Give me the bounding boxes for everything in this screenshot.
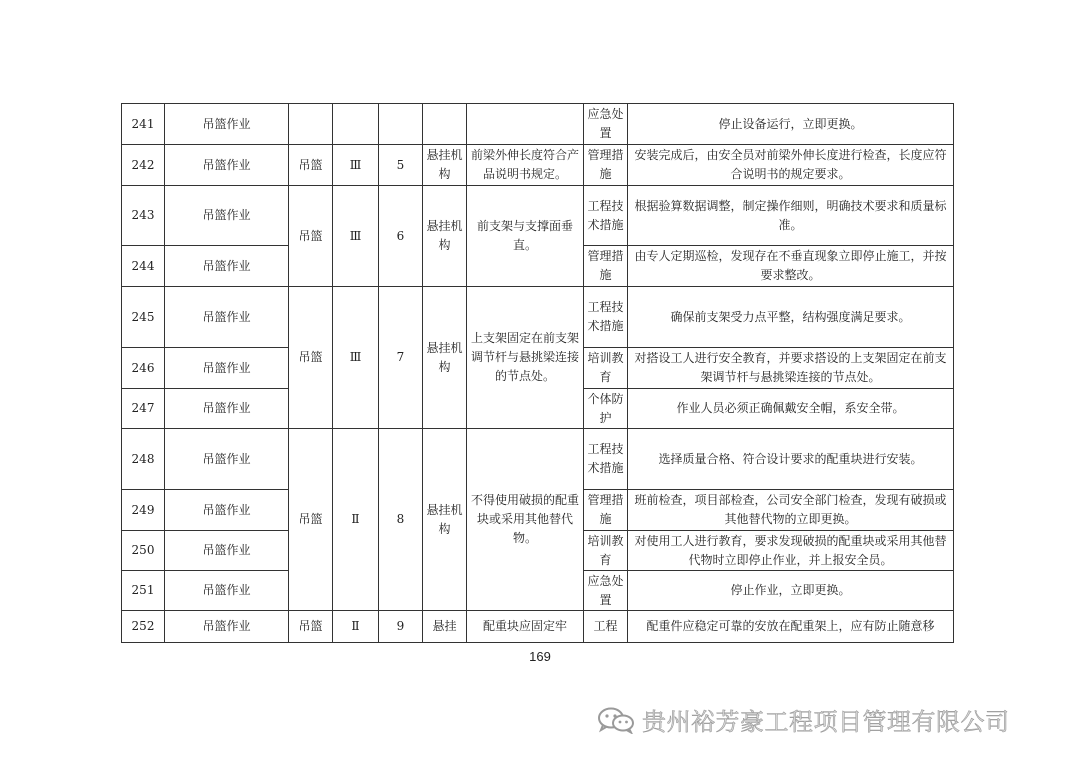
equipment-cell: 吊篮 bbox=[289, 611, 333, 643]
row-number: 246 bbox=[122, 348, 165, 389]
part-cell: 悬挂机构 bbox=[423, 287, 467, 429]
row-number: 247 bbox=[122, 389, 165, 429]
row-number: 248 bbox=[122, 429, 165, 490]
measure-cell: 停止作业，立即更换。 bbox=[628, 571, 954, 611]
measure-type-cell: 应急处置 bbox=[584, 571, 628, 611]
part-cell bbox=[423, 104, 467, 145]
measure-cell: 作业人员必须正确佩戴安全帽，系安全带。 bbox=[628, 389, 954, 429]
table-row bbox=[122, 611, 954, 643]
table-row bbox=[122, 429, 954, 490]
row-number: 251 bbox=[122, 571, 165, 611]
table-row bbox=[122, 186, 954, 246]
measure-type-cell: 应急处置 bbox=[584, 104, 628, 145]
measure-type-cell: 个体防护 bbox=[584, 389, 628, 429]
row-number: 249 bbox=[122, 490, 165, 531]
row-number: 252 bbox=[122, 611, 165, 643]
table-row bbox=[122, 287, 954, 348]
index-cell: 5 bbox=[379, 145, 423, 186]
measure-cell: 对搭设工人进行安全教育，并要求搭设的上支架固定在前支架调节杆与悬挑梁连接的节点处。 bbox=[628, 348, 954, 389]
measure-type-cell: 工程技术措施 bbox=[584, 186, 628, 246]
row-number: 242 bbox=[122, 145, 165, 186]
level-cell: Ⅲ bbox=[333, 287, 379, 429]
part-cell: 悬挂 bbox=[423, 611, 467, 643]
measure-cell: 班前检查，项目部检查，公司安全部门检查，发现有破损或其他替代物的立即更换。 bbox=[628, 490, 954, 531]
hazard-cell: 不得使用破损的配重块或采用其他替代物。 bbox=[467, 429, 584, 611]
measure-type-cell: 培训教育 bbox=[584, 531, 628, 571]
level-cell: Ⅱ bbox=[333, 429, 379, 611]
index-cell bbox=[379, 104, 423, 145]
measure-type-cell: 培训教育 bbox=[584, 348, 628, 389]
work-type-cell: 吊篮作业 bbox=[165, 429, 289, 490]
wechat-icon bbox=[596, 706, 636, 734]
watermark bbox=[596, 702, 1010, 737]
measure-cell: 安装完成后，由安全员对前梁外伸长度进行检查，长度应符合说明书的规定要求。 bbox=[628, 145, 954, 186]
equipment-cell: 吊篮 bbox=[289, 145, 333, 186]
hazard-cell: 上支架固定在前支架调节杆与悬挑梁连接的节点处。 bbox=[467, 287, 584, 429]
measure-type-cell: 工程技术措施 bbox=[584, 429, 628, 490]
row-number: 245 bbox=[122, 287, 165, 348]
row-number: 241 bbox=[122, 104, 165, 145]
work-type-cell: 吊篮作业 bbox=[165, 104, 289, 145]
table-row bbox=[122, 145, 954, 186]
hazard-cell: 前支架与支撑面垂直。 bbox=[467, 186, 584, 287]
level-cell: Ⅱ bbox=[333, 611, 379, 643]
table-row bbox=[122, 104, 954, 145]
measure-cell: 停止设备运行，立即更换。 bbox=[628, 104, 954, 145]
equipment-cell: 吊篮 bbox=[289, 429, 333, 611]
measure-type-cell: 管理措施 bbox=[584, 246, 628, 287]
measure-cell: 确保前支架受力点平整，结构强度满足要求。 bbox=[628, 287, 954, 348]
hazard-cell: 前梁外伸长度符合产品说明书规定。 bbox=[467, 145, 584, 186]
equipment-cell: 吊篮 bbox=[289, 287, 333, 429]
work-type-cell: 吊篮作业 bbox=[165, 571, 289, 611]
index-cell: 6 bbox=[379, 186, 423, 287]
equipment-cell: 吊篮 bbox=[289, 186, 333, 287]
hazard-cell: 配重块应固定牢 bbox=[467, 611, 584, 643]
measure-cell: 对使用工人进行教育，要求发现破损的配重块或采用其他替代物时立即停止作业，并上报安全员。 bbox=[628, 531, 954, 571]
measure-cell: 配重件应稳定可靠的安放在配重架上，应有防止随意移 bbox=[628, 611, 954, 643]
measure-cell: 由专人定期巡检，发现存在不垂直现象立即停止施工，并按要求整改。 bbox=[628, 246, 954, 287]
work-type-cell: 吊篮作业 bbox=[165, 145, 289, 186]
part-cell: 悬挂机构 bbox=[423, 145, 467, 186]
work-type-cell: 吊篮作业 bbox=[165, 186, 289, 246]
level-cell: Ⅲ bbox=[333, 186, 379, 287]
level-cell bbox=[333, 104, 379, 145]
equipment-cell bbox=[289, 104, 333, 145]
level-cell: Ⅲ bbox=[333, 145, 379, 186]
part-cell: 悬挂机构 bbox=[423, 429, 467, 611]
hazard-cell bbox=[467, 104, 584, 145]
index-cell: 9 bbox=[379, 611, 423, 643]
hazard-control-table bbox=[121, 103, 954, 643]
work-type-cell: 吊篮作业 bbox=[165, 389, 289, 429]
work-type-cell: 吊篮作业 bbox=[165, 246, 289, 287]
measure-cell: 根据验算数据调整，制定操作细则，明确技术要求和质量标准。 bbox=[628, 186, 954, 246]
part-cell: 悬挂机构 bbox=[423, 186, 467, 287]
work-type-cell: 吊篮作业 bbox=[165, 348, 289, 389]
index-cell: 8 bbox=[379, 429, 423, 611]
measure-cell: 选择质量合格、符合设计要求的配重块进行安装。 bbox=[628, 429, 954, 490]
measure-type-cell: 管理措施 bbox=[584, 145, 628, 186]
index-cell: 7 bbox=[379, 287, 423, 429]
measure-type-cell: 工程 bbox=[584, 611, 628, 643]
work-type-cell: 吊篮作业 bbox=[165, 611, 289, 643]
row-number: 250 bbox=[122, 531, 165, 571]
measure-type-cell: 工程技术措施 bbox=[584, 287, 628, 348]
page-number: 169 bbox=[529, 649, 551, 664]
work-type-cell: 吊篮作业 bbox=[165, 490, 289, 531]
measure-type-cell: 管理措施 bbox=[584, 490, 628, 531]
watermark-text: 贵州裕芳豪工程项目管理有限公司 bbox=[642, 708, 1010, 736]
work-type-cell: 吊篮作业 bbox=[165, 531, 289, 571]
row-number: 244 bbox=[122, 246, 165, 287]
row-number: 243 bbox=[122, 186, 165, 246]
work-type-cell: 吊篮作业 bbox=[165, 287, 289, 348]
